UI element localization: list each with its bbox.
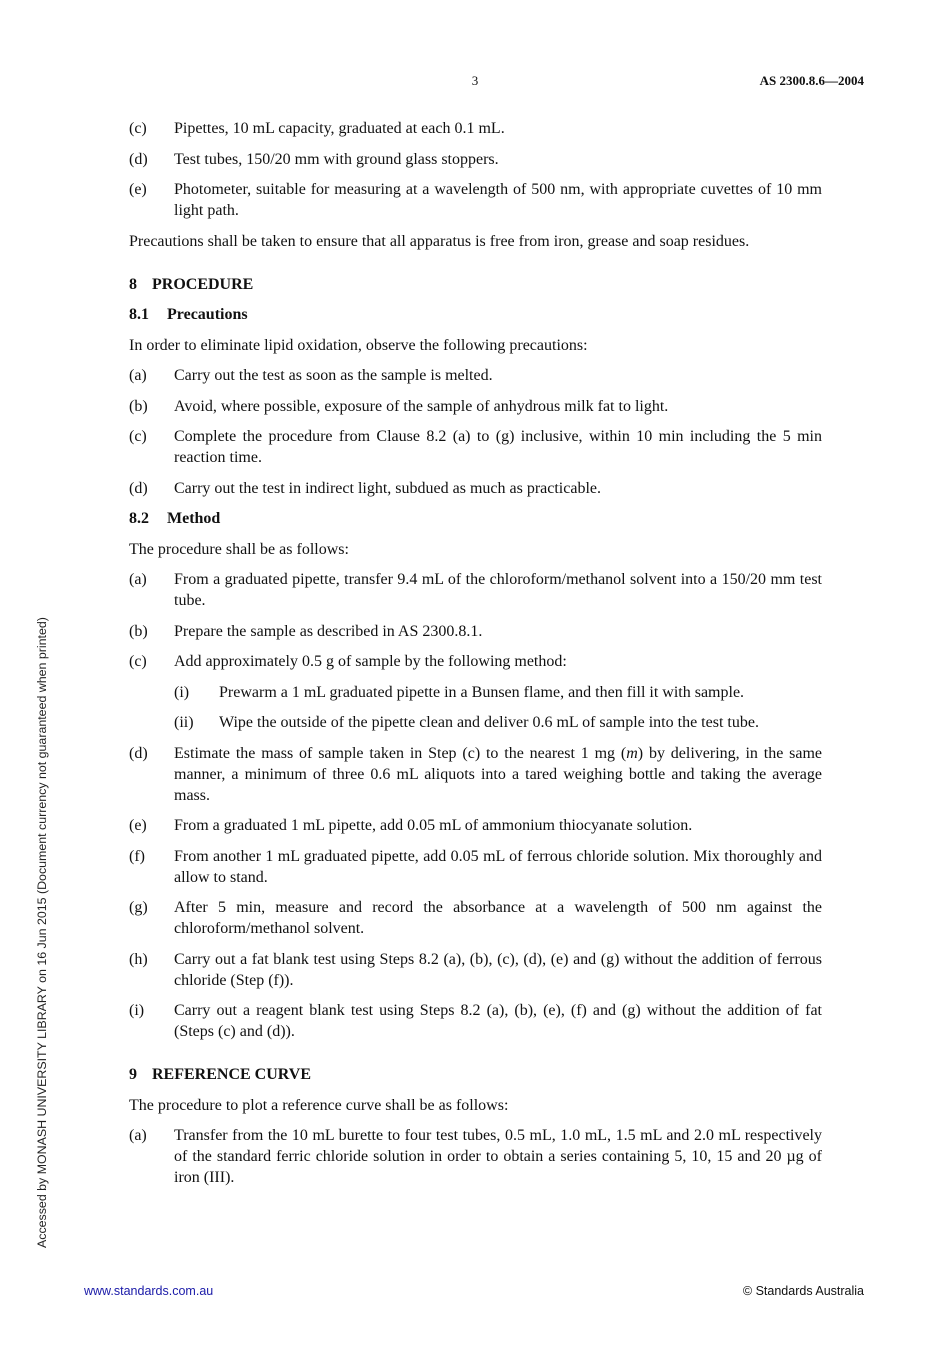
item-label: (h) bbox=[129, 950, 148, 968]
method-intro: The procedure shall be as follows: bbox=[129, 540, 349, 558]
section-title: PROCEDURE bbox=[152, 275, 254, 293]
item-label: (c) bbox=[129, 653, 147, 670]
item-text: After 5 min, measure and record the absorbance at a wavelength of 500 nm against the chloroform/methanol solvent. bbox=[174, 899, 822, 937]
item-text: Carry out a fat blank test using Steps 8.2 (a), (b), (c), (d), (e) and (g) without the addition of ferrous chloride (Step (f)). bbox=[174, 950, 822, 989]
list-item bbox=[129, 179, 822, 221]
text-part: Estimate the mass of sample taken in Step (c) to the nearest 1 mg ( bbox=[174, 744, 627, 762]
section-title: REFERENCE CURVE bbox=[152, 1066, 312, 1083]
document-body bbox=[129, 118, 822, 1198]
list-item bbox=[129, 478, 822, 499]
precautions-intro: In order to eliminate lipid oxidation, observe the following precautions: bbox=[129, 336, 588, 354]
item-text: Prewarm a 1 mL graduated pipette in a Bunsen flame, and then fill it with sample. bbox=[219, 683, 745, 701]
item-text: Carry out the test as soon as the sample is melted. bbox=[174, 367, 493, 384]
item-text: Test tubes, 150/20 mm with ground glass stoppers. bbox=[174, 150, 499, 168]
section-heading-8 bbox=[129, 274, 822, 295]
item-text: Photometer, suitable for measuring at a wavelength of 500 nm, with appropriate cuvettes of 10 mm light path. bbox=[174, 181, 822, 219]
list-item bbox=[129, 815, 822, 836]
subsection-heading-8-1 bbox=[129, 304, 822, 325]
item-text bbox=[174, 743, 822, 806]
item-label: (d) bbox=[129, 150, 148, 168]
section-number: 8 bbox=[129, 275, 137, 293]
list-item bbox=[129, 846, 822, 888]
text-part: ) by delivering, in the same manner, a minimum of three 0.6 mL aliquots into a tared weighing bottle and taking the average mass. bbox=[174, 744, 823, 804]
sub-list-item bbox=[174, 682, 822, 703]
subsection-title: Method bbox=[167, 510, 221, 527]
item-text: From a graduated 1 mL pipette, add 0.05 mL of ammonium thiocyanate solution. bbox=[174, 817, 693, 834]
item-text: Pipettes, 10 mL capacity, graduated at each 0.1 mL. bbox=[174, 120, 505, 137]
standard-id: AS 2300.8.6—2004 bbox=[759, 73, 864, 88]
item-text: Transfer from the 10 mL burette to four test tubes, 0.5 mL, 1.0 mL, 1.5 mL and 2.0 mL respectively of the standard ferric chloride solution in order to obtain a series containing 5, 10, 15 and 20 µg of iron (III). bbox=[174, 1127, 822, 1186]
list-item bbox=[129, 426, 822, 468]
item-label: (g) bbox=[129, 899, 148, 916]
list-item bbox=[129, 365, 822, 386]
list-item bbox=[129, 651, 822, 672]
page-number: 3 bbox=[471, 73, 479, 88]
item-label: (b) bbox=[129, 397, 148, 415]
item-label: (c) bbox=[129, 428, 147, 445]
item-label: (e) bbox=[129, 181, 147, 198]
access-watermark: Accessed by MONASH UNIVERSITY LIBRARY on 16 Jun 2015 (Document currency not guaranteed when printed) bbox=[35, 617, 49, 1248]
item-label: (b) bbox=[129, 622, 148, 640]
list-item bbox=[129, 949, 822, 991]
variable-m: m bbox=[626, 744, 638, 762]
item-label: (a) bbox=[129, 367, 147, 384]
item-label: (i) bbox=[174, 683, 190, 701]
sub-list-item bbox=[174, 712, 822, 733]
list-item bbox=[129, 569, 822, 611]
subsection-title: Precautions bbox=[167, 306, 248, 323]
item-text: Avoid, where possible, exposure of the sample of anhydrous milk fat to light. bbox=[174, 397, 669, 415]
item-label: (c) bbox=[129, 120, 147, 137]
list-item bbox=[129, 1000, 822, 1042]
reference-curve-intro: The procedure to plot a reference curve shall be as follows: bbox=[129, 1096, 509, 1114]
list-item bbox=[129, 621, 822, 642]
list-item bbox=[129, 118, 822, 139]
item-text: Wipe the outside of the pipette clean and deliver 0.6 mL of sample into the test tube. bbox=[219, 714, 759, 731]
item-label: (e) bbox=[129, 817, 147, 834]
item-label: (i) bbox=[129, 1002, 145, 1019]
item-text: From a graduated pipette, transfer 9.4 mL of the chloroform/methanol solvent into a 150/20 mm test tube. bbox=[174, 571, 822, 609]
item-text: Complete the procedure from Clause 8.2 (a) to (g) inclusive, within 10 min including the 5 min reaction time. bbox=[174, 428, 822, 466]
apparatus-note: Precautions shall be taken to ensure that all apparatus is free from iron, grease and soap residues. bbox=[129, 232, 750, 250]
item-label: (f) bbox=[129, 847, 145, 865]
list-item bbox=[129, 149, 822, 170]
item-label: (d) bbox=[129, 744, 148, 762]
footer-url-link[interactable]: www.standards.com.au bbox=[84, 1284, 214, 1298]
item-label: (d) bbox=[129, 479, 148, 497]
list-item bbox=[129, 396, 822, 417]
item-text: Carry out a reagent blank test using Steps 8.2 (a), (b), (e), (f) and (g) without the addition of fat (Steps (c) and (d)). bbox=[174, 1002, 822, 1040]
list-item bbox=[129, 1125, 822, 1188]
subsection-number: 8.2 bbox=[129, 510, 149, 527]
subsection-number: 8.1 bbox=[129, 306, 149, 323]
section-number: 9 bbox=[129, 1066, 137, 1083]
item-label: (a) bbox=[129, 571, 147, 588]
list-item bbox=[129, 897, 822, 939]
item-label: (a) bbox=[129, 1127, 147, 1144]
item-text: Carry out the test in indirect light, subdued as much as practicable. bbox=[174, 479, 601, 497]
item-text: Add approximately 0.5 g of sample by the following method: bbox=[174, 653, 567, 670]
list-item bbox=[129, 743, 822, 806]
item-label: (ii) bbox=[174, 714, 194, 731]
subsection-heading-8-2 bbox=[129, 508, 822, 529]
item-text: Prepare the sample as described in AS 2300.8.1. bbox=[174, 622, 483, 640]
item-text: From another 1 mL graduated pipette, add 0.05 mL of ferrous chloride solution. Mix thoroughly and allow to stand. bbox=[174, 847, 822, 886]
section-heading-9 bbox=[129, 1064, 822, 1085]
footer-copyright: © Standards Australia bbox=[742, 1284, 864, 1298]
